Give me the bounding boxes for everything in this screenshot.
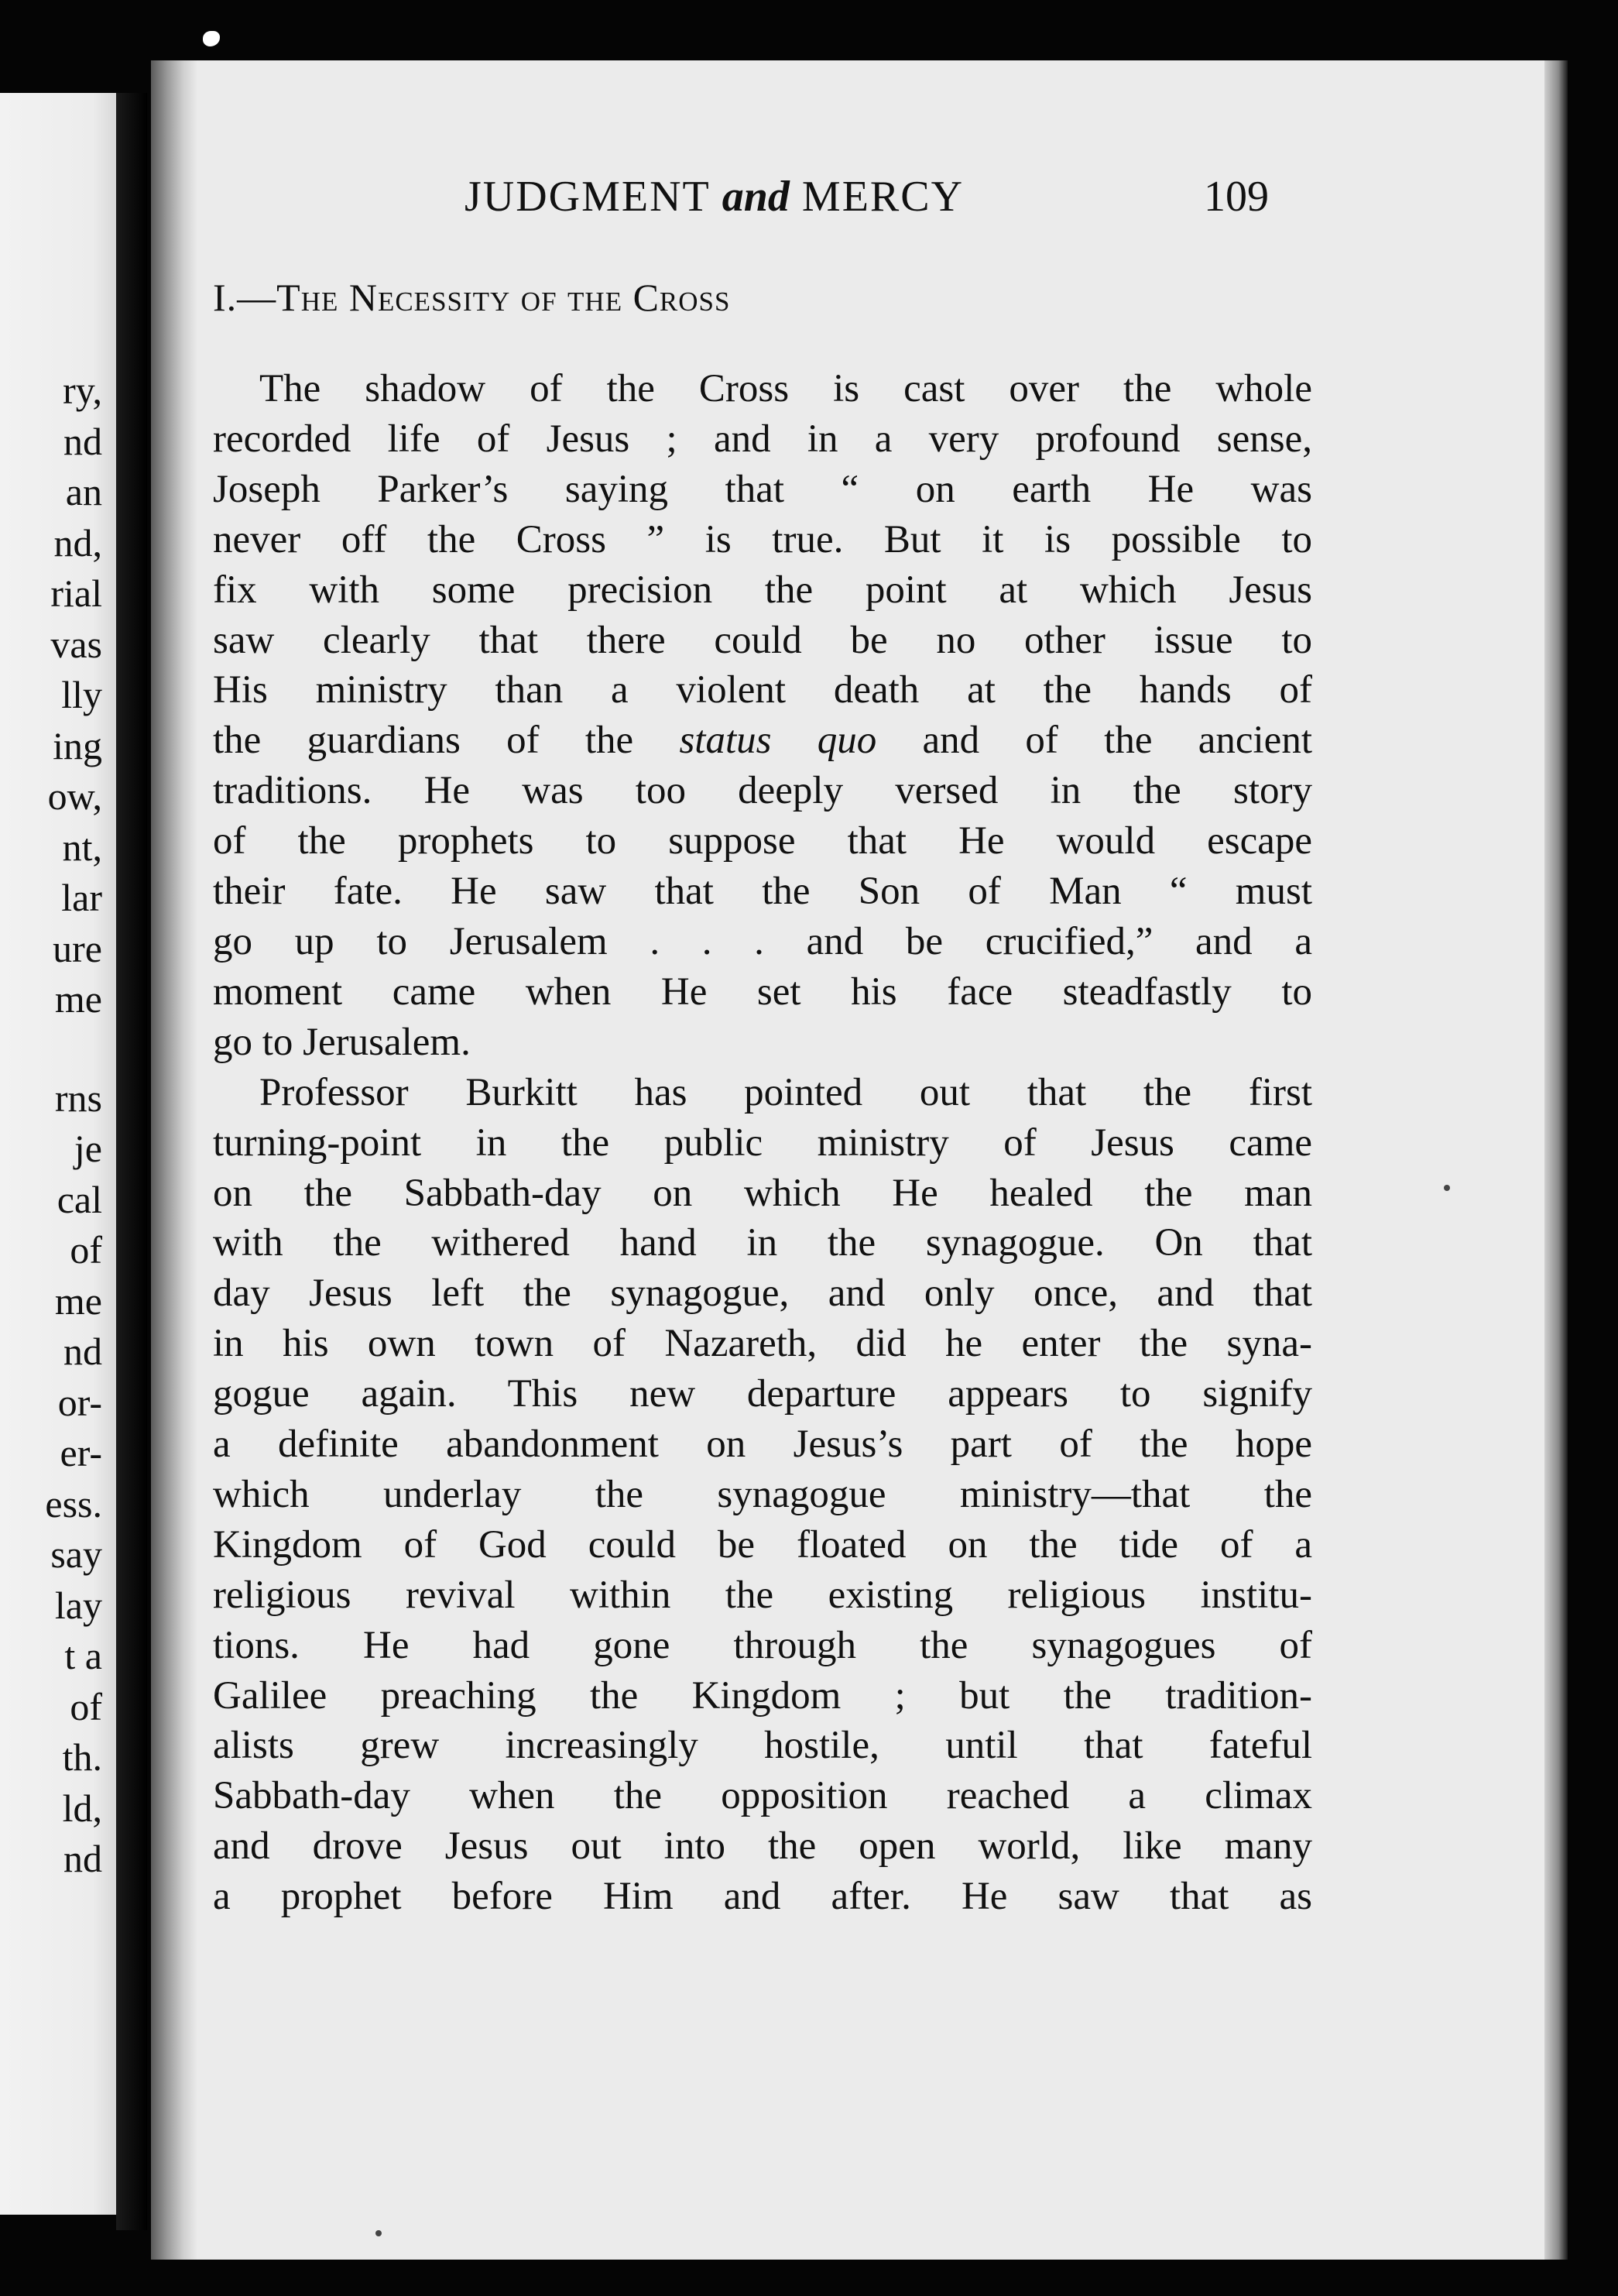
facing-page-text-fragment: me — [54, 977, 102, 1021]
facing-page-text-fragment: nd — [63, 1330, 102, 1373]
running-head-title — [464, 172, 964, 221]
text-line: Kingdom of God could be floated on the tide of a — [213, 1522, 1312, 1567]
running-head-title-part1: JUDGMENT — [464, 173, 722, 221]
text-line: tions. He had gone through the synagogues of — [213, 1623, 1312, 1667]
facing-page-text-fragment: vas — [50, 622, 102, 666]
facing-page-text-fragment: rial — [50, 571, 102, 615]
section-number: I.— — [213, 276, 277, 319]
text-line: Sabbath-day when the opposition reached a climax — [213, 1774, 1312, 1818]
text-line: moment came when He set his face steadfastly to — [213, 970, 1312, 1014]
text-line: a prophet before Him and after. He saw that as — [213, 1875, 1312, 1919]
body-text — [213, 364, 1312, 1922]
facing-page-text-fragment: ing — [53, 723, 102, 767]
facing-page-text-fragment: lay — [54, 1583, 102, 1627]
facing-page-text-fragment: say — [50, 1532, 102, 1576]
text-line: on the Sabbath-day on which He healed the man — [213, 1171, 1312, 1215]
text-line: Joseph Parker’s saying that “ on earth He was — [213, 467, 1312, 511]
text-line: gogue again. This new departure appears to signify — [213, 1372, 1312, 1416]
scan-dot — [1444, 1185, 1450, 1191]
text-line: alists grew increasingly hostile, until that fateful — [213, 1724, 1312, 1768]
binding-shadow — [151, 60, 197, 2260]
facing-page-text-fragment: lar — [61, 876, 102, 919]
facing-page-text-fragment: t a — [64, 1634, 102, 1677]
text-line — [213, 716, 1312, 766]
text-line: and drove Jesus out into the open world, like many — [213, 1824, 1312, 1869]
text-segment: the guardians of the — [213, 719, 680, 763]
facing-page-text-fragment: rns — [54, 1076, 102, 1120]
facing-page-text-fragment: cal — [57, 1177, 102, 1221]
section-title: The Necessity of the Cross — [276, 276, 731, 319]
text-line: of the prophets to suppose that He would escape — [213, 819, 1312, 863]
facing-page-text-fragment: nd — [63, 419, 102, 463]
facing-page-text-fragment: lly — [61, 673, 102, 716]
facing-page-text-fragment: je — [74, 1127, 102, 1170]
page-number: 109 — [1204, 173, 1269, 221]
text-line: fix with some precision the point at which Jesus — [213, 568, 1312, 612]
facing-page-text-fragment: th. — [62, 1735, 102, 1779]
text-line: go to Jerusalem. — [213, 1020, 471, 1064]
section-heading — [213, 275, 730, 320]
text-line: traditions. He was too deeply versed in the story — [213, 769, 1312, 813]
scan-dot — [375, 2230, 382, 2236]
text-line: recorded life of Jesus ; and in a very profound sense, — [213, 417, 1312, 461]
facing-page-fragment — [0, 93, 116, 2215]
text-line: turning-point in the public ministry of Jesus came — [213, 1121, 1312, 1165]
text-line: in his own town of Nazareth, did he enter the syna- — [213, 1322, 1312, 1366]
facing-page-text-fragment: nt, — [62, 825, 102, 869]
running-head-title-and: and — [722, 173, 790, 221]
running-head-title-part2: MERCY — [789, 173, 965, 221]
text-line: saw clearly that there could be no other issue to — [213, 618, 1312, 662]
text-line: religious revival within the existing religious institu- — [213, 1573, 1312, 1617]
facing-page-text-fragment: me — [54, 1278, 102, 1323]
facing-page-text-fragment: nd, — [53, 520, 102, 565]
text-line: Professor Burkitt has pointed out that the first — [259, 1070, 1312, 1114]
facing-page-text-fragment: or- — [57, 1380, 102, 1424]
facing-page-text-fragment: ry, — [63, 369, 102, 412]
text-line: His ministry than a violent death at the hands of — [213, 668, 1312, 712]
running-head — [0, 172, 1618, 234]
text-line: day Jesus left the synagogue, and only once, and that — [213, 1272, 1312, 1316]
facing-page-text-fragment: ow, — [47, 774, 102, 818]
facing-page-text-fragment: er- — [60, 1431, 102, 1474]
text-line: their fate. He saw that the Son of Man “ must — [213, 870, 1312, 914]
facing-page-text-fragment: ld, — [62, 1786, 102, 1830]
text-line: Galilee preaching the Kingdom ; but the tradition- — [213, 1673, 1312, 1718]
facing-page-text-fragment: of — [70, 1228, 102, 1272]
page-edge — [1544, 60, 1568, 2260]
facing-page-text-fragment: ure — [53, 926, 102, 970]
facing-page-text-fragment: an — [65, 470, 102, 513]
text-line: The shadow of the Cross is cast over the whole — [259, 367, 1312, 410]
text-line: a definite abandonment on Jesus’s part of the hope — [213, 1423, 1312, 1467]
text-line: with the withered hand in the synagogue. On that — [213, 1221, 1312, 1265]
italic-phrase: status quo — [679, 719, 877, 763]
text-line: never off the Cross ” is true. But it is possible to — [213, 517, 1312, 561]
facing-page-text-fragment: ess. — [45, 1481, 102, 1526]
book-gutter — [116, 93, 147, 2230]
facing-page-text-fragment: nd — [63, 1837, 102, 1880]
text-line: which underlay the synagogue ministry—that the — [213, 1472, 1312, 1516]
text-segment: and of the ancient — [876, 719, 1312, 763]
text-line: go up to Jerusalem . . . and be crucified,” and a — [213, 919, 1312, 963]
facing-page-text-fragment: of — [70, 1684, 102, 1728]
